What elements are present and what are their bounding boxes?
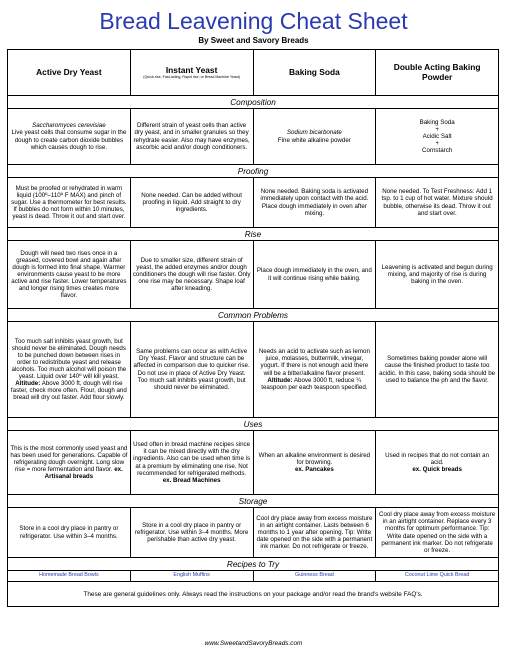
storage-row xyxy=(8,508,498,558)
section-proofing: Proofing xyxy=(8,165,498,178)
composition-instant: Different strain of yeast cells than active dry yeast, and in smaller granules so they rehydrate easier. Also may have enzymes, ascorbic acid and/or dough conditioners. xyxy=(131,109,254,164)
proofing-instant: None needed. Can be added without proofing in liquid. Add straight to dry ingredients. xyxy=(131,178,254,227)
table-header-row xyxy=(8,50,498,96)
header-baking-soda: Baking Soda xyxy=(254,50,377,95)
section-uses: Uses xyxy=(8,418,498,431)
byline: By Sweet and Savory Breads xyxy=(198,36,309,45)
rise-instant: Due to smaller size, different strain of yeast, the added enzymes and/or dough conditioners the dough will rise faster. Only one rise may be necessary. Shape loaf after kneading. xyxy=(131,241,254,308)
storage-instant: Store in a cool dry place in pantry or refrigerator. Use within 3–4 months. More perishable than active dry yeast. xyxy=(131,508,254,557)
leavening-table xyxy=(7,49,499,607)
uses-baking-powder: Used in recipes that do not contain an acid. ex. Quick breads xyxy=(385,451,490,474)
uses-instant: Used often in bread machine recipes since it can be mixed directly with the dry ingredients. Also can be used when time is at a premium by eliminating one rise. Not recommended for refrigerated methods. ex. Bread Machines xyxy=(131,431,254,494)
storage-active-dry: Store in a cool dry place in pantry or refrigerator. Use within 3–4 months. xyxy=(8,508,131,557)
header-active-dry-yeast: Active Dry Yeast xyxy=(8,50,131,95)
composition-baking-soda: Sodium bicarbonate Fine white alkaline powder xyxy=(254,109,377,164)
problems-instant: Same problems can occur as with Active Dry Yeast. Flavor and structure can be affected in comparison due to quicker rise. Do not use in place of Active Dry Yeast. Too much salt inhibits yeast growth, but should never be eliminated. xyxy=(131,322,254,417)
proofing-row xyxy=(8,178,498,228)
recipe-link-coconut-lime[interactable]: Coconut Lime Quick Bread xyxy=(404,572,470,579)
recipe-link-english-muffins[interactable]: English Muffins xyxy=(131,571,254,581)
header-instant-yeast: Instant Yeast (Quick-rise, Fast-acting, Rapid rise, or Bread Machine Yeast) xyxy=(131,50,254,95)
proofing-baking-powder: None needed. To Test Freshness: Add 1 tsp. to 1 cup of hot water. Mixture should bubble, otherwise its dead. Throw it out and start over. xyxy=(381,188,493,217)
website-link[interactable]: www.SweetandSavoryBreads.com xyxy=(204,640,303,647)
rise-active-dry: Dough will need two rises once in a greased, covered bowl and again after dough is formed into final shape. Warmer environments cause yeast to be more active and rise faster. Lower temperatures and longer rising times creates more flavor. xyxy=(8,241,131,308)
composition-row xyxy=(8,109,498,165)
section-composition: Composition xyxy=(8,96,498,109)
storage-baking-powder: Cool dry place away from excess moisture in an airtight container. Replace every 3 months for optimum performance. Tip: Write date opened on the side with a permanent ink marker. Do not refrigerate or freeze. xyxy=(379,511,496,554)
section-rise: Rise xyxy=(8,228,498,241)
recipe-link-guinness-bread[interactable]: Guinness Bread xyxy=(254,571,377,581)
footnote: These are general guidelines only. Always read the instructions on your package and/or read the brand's website FAQ's. xyxy=(83,590,423,598)
section-recipes: Recipes to Try xyxy=(8,558,498,571)
header-instant-yeast-sub: (Quick-rise, Fast-acting, Rapid rise, or Bread Machine Yeast) xyxy=(143,75,240,80)
problems-row xyxy=(8,322,498,418)
proofing-active-dry: Must be proofed or rehydrated in warm liquid (100º–110º F MAX) and pinch of sugar. Use a thermometer for best results. If bubbles do not form within 10 minutes, yeast is dead. Throw it out and start over. xyxy=(8,178,131,227)
storage-baking-soda: Cool dry place away from excess moisture in an airtight container. Lasts between 6 months to 1 year after opening. Tip: Write date opened on the side with a permanent ink marker. Do not refrigerate or freeze. xyxy=(254,508,377,557)
problems-active-dry: Too much salt inhibits yeast growth, but should never be eliminated. Dough needs to be punched down between rises in order to redistribute yeast and release alcohols. Too much alcohol will poison the yeast. Liquid over 140º will kill yeast. Altitude: Above 3000 ft, dough will rise faster, check more often. Flour, dough and bread will dry out faster. Add flour slowly. xyxy=(8,322,131,417)
section-common-problems: Common Problems xyxy=(8,309,498,322)
uses-active-dry: This is the most commonly used yeast and has been used for generations. Capable of refrigerating dough overnight. Long slow rise = more fermentation and flavor. ex. Artisanal breads xyxy=(8,431,131,494)
proofing-baking-soda: None needed. Baking soda is activated immediately upon contact with the acid. Place dough immediately in oven after mixing. xyxy=(254,178,377,227)
recipes-row xyxy=(8,571,498,582)
uses-row xyxy=(8,431,498,495)
composition-baking-powder: Baking Soda + Acidic Salt + Cornstarch xyxy=(419,118,455,155)
problems-baking-powder: Sometimes baking powder alone will cause the finished product to taste too acidic. In this case, baking soda should be used to balance the ph and the flavor. xyxy=(379,355,496,384)
composition-active-dry: Saccharomyces cerevisiae Live yeast cells that consume sugar in the dough to create carbon dioxide bubbles which causes dough to rise. xyxy=(8,109,131,164)
rise-baking-powder: Leavening is activated and begun during mixing, and majority of rise is during baking in the oven. xyxy=(381,263,493,286)
recipe-link-bread-bowls[interactable]: Homemade Bread Bowls xyxy=(8,571,131,581)
page-title: Bread Leavening Cheat Sheet xyxy=(99,8,408,34)
rise-row xyxy=(8,241,498,309)
problems-baking-soda: Needs an acid to activate such as lemon juice, molasses, buttermilk, vinegar, yogurt. If there is not enough acid there will be a bitter/alkaline flavor present. Altitude: Above 3000 ft, reduce ¼ teaspoon per each teaspoon specified. xyxy=(254,322,377,417)
rise-baking-soda: Place dough immediately in the oven, and it will continue rising while baking. xyxy=(254,241,377,308)
section-storage: Storage xyxy=(8,495,498,508)
uses-baking-soda: When an alkaline environment is desired for browning. ex. Pancakes xyxy=(254,431,377,494)
header-baking-powder: Double Acting Baking Powder xyxy=(393,61,481,82)
